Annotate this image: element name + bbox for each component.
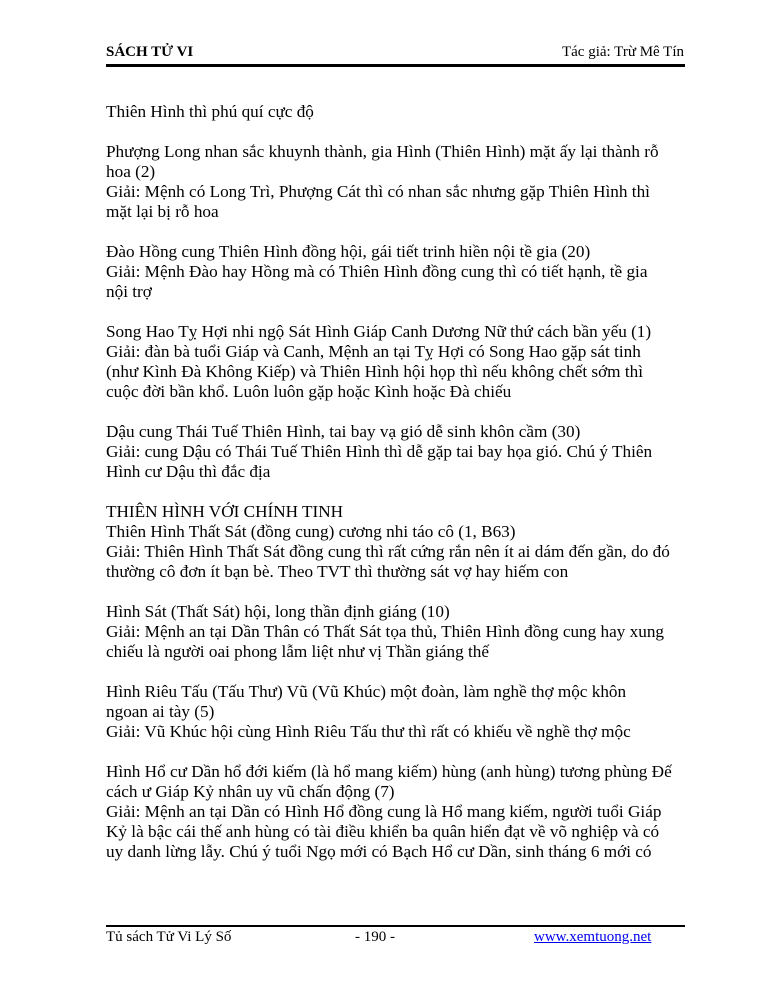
- text-line: Thiên Hình Thất Sát (đồng cung) cương nhi táo cô (1, B63): [106, 522, 516, 541]
- section-heading: THIÊN HÌNH VỚI CHÍNH TINH: [106, 502, 344, 521]
- text-line: thường cô đơn ít bạn bè. Theo TVT thì thường sát vợ hay hiếm con: [106, 562, 569, 581]
- text-line: nội trợ: [106, 282, 152, 301]
- footer-divider: [106, 925, 685, 927]
- text-line: Giải: Mệnh an tại Dần có Hình Hổ đồng cung là Hổ mang kiếm, người tuổi Giáp: [106, 802, 662, 821]
- text-line: Giải: Vũ Khúc hội cùng Hình Riêu Tấu thư thì rất có khiếu về nghề thợ mộc: [106, 722, 631, 741]
- paragraph: [106, 142, 690, 222]
- page-footer: [106, 929, 685, 949]
- text-line: Kỷ là bậc cái thế anh hùng có tài điều khiển ba quân hiển đạt về võ nghiệp và có: [106, 822, 660, 841]
- text-line: Giải: đàn bà tuổi Giáp và Canh, Mệnh an tại Tỵ Hợi có Song Hao gặp sát tinh: [106, 342, 641, 361]
- paragraph: [106, 762, 690, 862]
- paragraph: [106, 102, 690, 122]
- text-line: Hình Sát (Thất Sát) hội, long thần định giáng (10): [106, 602, 450, 621]
- text-line: Song Hao Tỵ Hợi nhi ngộ Sát Hình Giáp Canh Dương Nữ thứ cách bần yếu (1): [106, 322, 652, 341]
- series-label: Tủ sách Tử Vi Lý Số: [106, 929, 232, 945]
- page-header: [106, 44, 684, 66]
- paragraph: [106, 322, 690, 402]
- header-divider: [106, 64, 685, 67]
- paragraph: [106, 242, 690, 302]
- text-line: Giải: Mệnh an tại Dần Thân có Thất Sát tọa thủ, Thiên Hình đồng cung hay xung: [106, 622, 665, 641]
- text-line: Phượng Long nhan sắc khuynh thành, gia Hình (Thiên Hình) mặt ấy lại thành rỗ: [106, 142, 659, 161]
- text-line: Thiên Hình thì phú quí cực độ: [106, 102, 314, 121]
- text-line: Hình Riêu Tấu (Tấu Thư) Vũ (Vũ Khúc) một đoàn, làm nghề thợ mộc khôn: [106, 682, 627, 701]
- book-title: SÁCH TỬ VI: [106, 44, 194, 60]
- text-line: Hình Hổ cư Dần hổ đới kiếm (là hổ mang kiếm) hùng (anh hùng) tương phùng Đế: [106, 762, 672, 781]
- text-line: Đào Hồng cung Thiên Hình đồng hội, gái tiết trinh hiền nội tề gia (20): [106, 242, 591, 261]
- page-number: - 190 -: [355, 929, 395, 945]
- author-label: Tác giả: Trừ Mê Tín: [561, 44, 684, 60]
- text-line: mặt lại bị rỗ hoa: [106, 202, 219, 221]
- text-line: Hình cư Dậu thì đắc địa: [106, 462, 271, 481]
- page-body: [106, 102, 690, 882]
- text-line: uy danh lừng lẫy. Chú ý tuổi Ngọ mới có Bạch Hổ cư Dần, sinh tháng 6 mới có: [106, 842, 652, 861]
- text-line: Dậu cung Thái Tuế Thiên Hình, tai bay vạ gió dễ sinh khôn cầm (30): [106, 422, 581, 441]
- text-line: cách ư Giáp Kỷ nhân uy vũ chấn động (7): [106, 782, 395, 801]
- text-line: hoa (2): [106, 162, 156, 181]
- text-line: cuộc đời bần khổ. Luôn luôn gặp hoặc Kình hoặc Đà chiếu: [106, 382, 512, 401]
- website-link[interactable]: www.xemtuong.net: [534, 929, 652, 945]
- text-line: Giải: Mệnh Đào hay Hồng mà có Thiên Hình đồng cung thì có tiết hạnh, tề gia: [106, 262, 648, 281]
- paragraph: [106, 502, 690, 582]
- text-line: (như Kình Đà Không Kiếp) và Thiên Hình hội họp thì nếu không chết sớm thì: [106, 362, 643, 381]
- text-line: Giải: Mệnh có Long Trì, Phượng Cát thì có nhan sắc nhưng gặp Thiên Hình thì: [106, 182, 650, 201]
- text-line: Giải: Thiên Hình Thất Sát đồng cung thì rất cứng rắn nên ít ai dám đến gần, do đó: [106, 542, 670, 561]
- paragraph: [106, 682, 690, 742]
- text-line: Giải: cung Dậu có Thái Tuế Thiên Hình thì dễ gặp tai bay họa gió. Chú ý Thiên: [106, 442, 653, 461]
- text-line: chiếu là người oai phong lẫm liệt như vị Thần giáng thế: [106, 642, 490, 661]
- text-line: ngoan ai tày (5): [106, 702, 215, 721]
- paragraph: [106, 602, 690, 662]
- paragraph: [106, 422, 690, 482]
